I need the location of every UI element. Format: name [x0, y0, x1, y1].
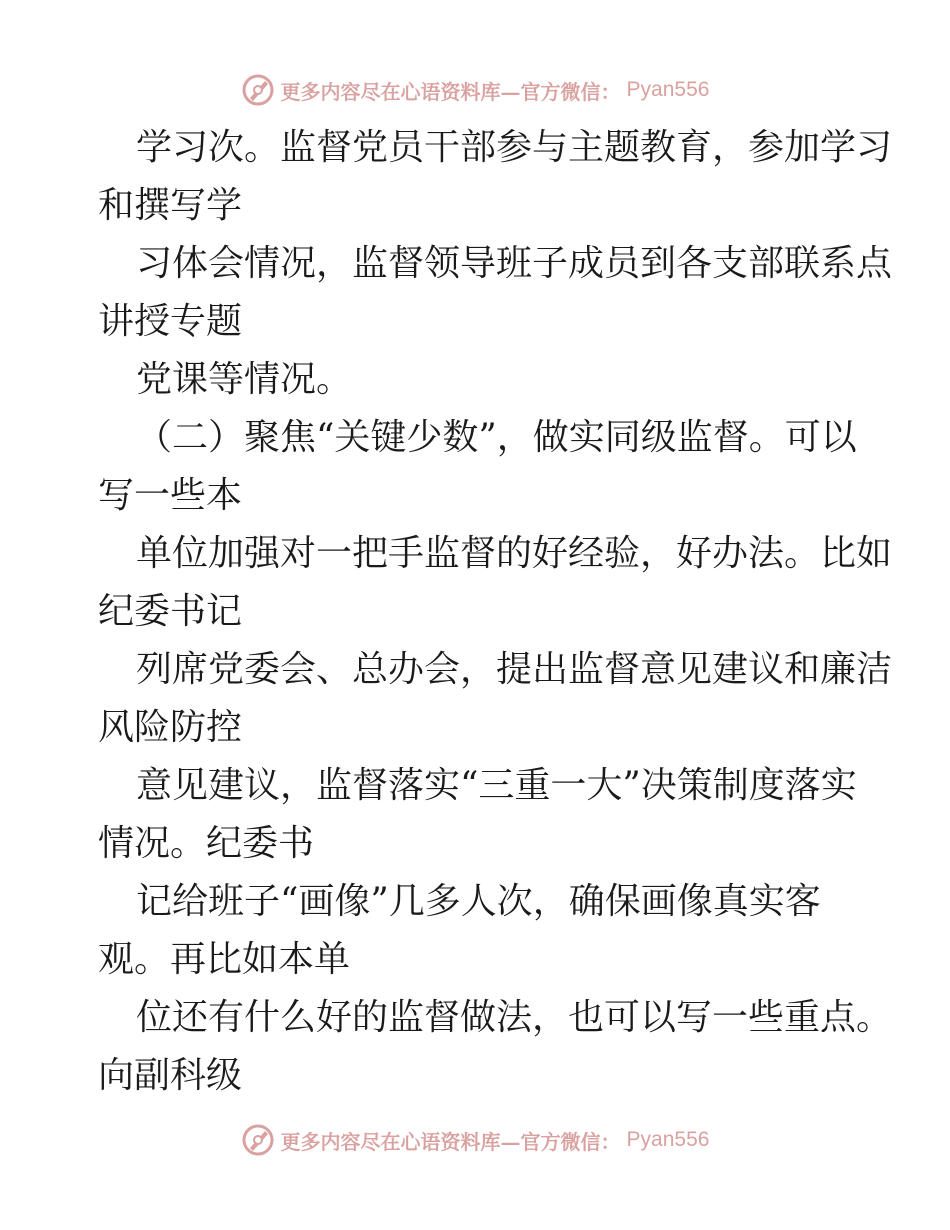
footer-watermark [0, 1120, 950, 1160]
text-line: 写一些本 [98, 475, 243, 516]
text-line: 观。再比如本单 [98, 939, 351, 980]
text-line: 意见建议，监督落实“三重一大”决策制度落实 [136, 765, 857, 806]
text-line: 习体会情况，监督领导班子成员到各支部联系点 [136, 243, 893, 284]
text-line: 和撰写学 [98, 185, 243, 226]
text-line: 列席党委会、总办会，提出监督意见建议和廉洁 [136, 649, 893, 690]
pen-logo-icon [241, 73, 275, 107]
body-text [98, 119, 893, 1105]
text-line: 学习次。监督党员干部参与主题教育，参加学习 [136, 127, 893, 168]
text-line: 向副科级 [98, 1055, 243, 1096]
header-watermark-text: 更多内容尽在心语资料库—官方微信： [280, 79, 621, 104]
text-line: 情况。纪委书 [98, 823, 315, 864]
header-wechat-id: Pyan556 [626, 78, 710, 101]
text-line: 单位加强对一把手监督的好经验，好办法。比如 [136, 533, 893, 574]
text-line: 位还有什么好的监督做法，也可以写一些重点。 [136, 997, 893, 1038]
text-line: 风险防控 [98, 707, 243, 748]
footer-wechat-id: Pyan556 [626, 1128, 710, 1151]
text-line: 党课等情况。 [136, 359, 353, 400]
text-line: 讲授专题 [98, 301, 243, 342]
text-line: 纪委书记 [98, 591, 243, 632]
text-line: 记给班子“画像”几多人次，确保画像真实客 [136, 881, 821, 922]
pen-logo-icon [241, 1123, 275, 1157]
text-line: （二）聚焦“关键少数”，做实同级监督。可以 [136, 417, 857, 458]
footer-watermark-text: 更多内容尽在心语资料库—官方微信： [280, 1129, 621, 1154]
header-watermark [0, 70, 950, 110]
